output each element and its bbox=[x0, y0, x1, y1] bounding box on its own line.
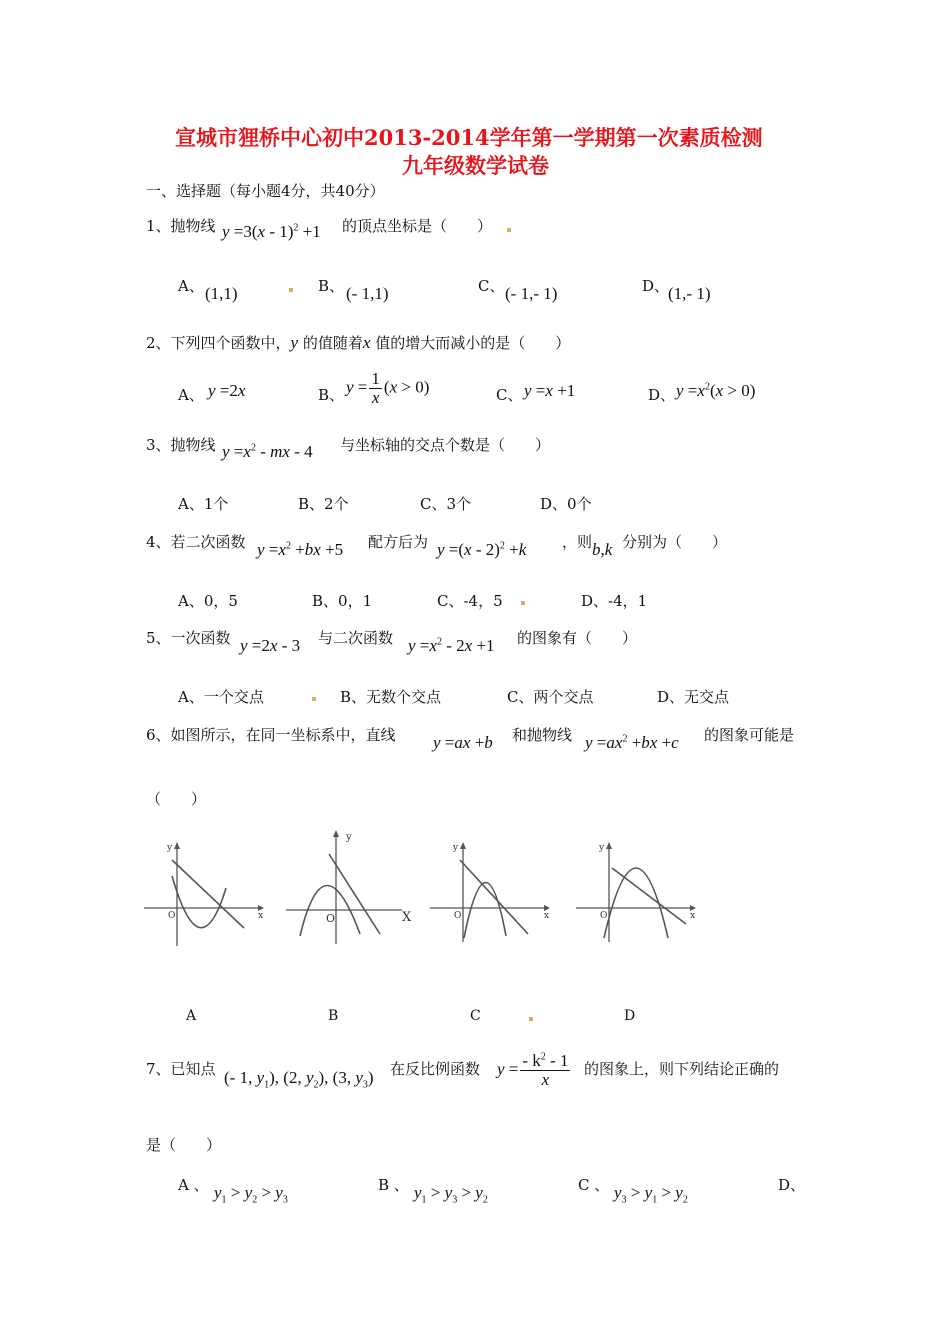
q1-option-d-label: D、 bbox=[642, 277, 670, 295]
q3-option-d: D、0个 bbox=[540, 495, 592, 513]
q6-graph-a bbox=[140, 838, 270, 948]
q6-formula2: $y =ax^2 +bx +c$ bbox=[585, 733, 679, 752]
svg-text:O: O bbox=[326, 912, 336, 925]
q4-then: ，则 bbox=[562, 533, 593, 551]
svg-text:X: X bbox=[402, 910, 412, 925]
q4-option-b: B、0，1 bbox=[312, 592, 373, 610]
svg-text:O: O bbox=[454, 911, 462, 921]
q2-option-c: y =x +1 bbox=[524, 381, 576, 400]
svg-text:y: y bbox=[599, 843, 605, 853]
q3-prefix: 3、抛物线 bbox=[146, 436, 216, 454]
q5-option-a: A、一个交点 bbox=[178, 688, 264, 706]
svg-text:x: x bbox=[690, 911, 696, 921]
q4-suffix: 分别为（ ） bbox=[622, 533, 728, 551]
q1-option-a-label: A、 bbox=[178, 277, 204, 295]
q6-label-c: C bbox=[470, 1008, 481, 1024]
q4-formula1: $y =x^2 +bx +5$ bbox=[257, 540, 344, 559]
q3-formula: $y =x^2$ - mx - 4 bbox=[222, 442, 313, 461]
q5-mid: 与二次函数 bbox=[318, 629, 394, 647]
q1-prefix: 1、抛物线 bbox=[146, 217, 216, 235]
exam-title-line2: 九年级数学试卷 bbox=[402, 153, 549, 178]
q7-option-c-label: C 、 bbox=[578, 1176, 610, 1194]
q6-suffix: 的图象可能是 bbox=[704, 726, 795, 744]
q3-option-b: B、2个 bbox=[298, 495, 349, 513]
q7-points: (- 1, $y_1$), (2, $y_2$), (3, $y_3$) bbox=[224, 1068, 374, 1091]
q7-option-b: $y_1 > y_3 > y_2$ bbox=[414, 1183, 488, 1206]
q7-option-c: $y_3 > y_1 > y_2$ bbox=[614, 1183, 688, 1206]
q5-formula1: y =2x - 3 bbox=[240, 636, 301, 655]
q7-formula: y = $\frac{- k^2 - 1}{x}$ bbox=[497, 1051, 569, 1089]
q4-option-a: A、0，5 bbox=[178, 592, 238, 610]
q2-option-d-label: D、 bbox=[648, 386, 676, 404]
q1-option-d: (1,- 1) bbox=[668, 284, 711, 303]
q6-label-a: A bbox=[186, 1008, 197, 1024]
q6-mid: 和抛物线 bbox=[512, 726, 573, 744]
q1-suffix: 的顶点坐标是（ ） bbox=[342, 217, 493, 235]
q2-option-b-label: B、 bbox=[318, 386, 345, 404]
q7-option-a-label: A 、 bbox=[178, 1176, 209, 1194]
q1-option-a: (1,1) bbox=[205, 284, 238, 303]
q5-option-d: D、无交点 bbox=[657, 688, 730, 706]
q3-option-c: C、3个 bbox=[420, 495, 472, 513]
q4-option-d: D、-4，1 bbox=[581, 592, 648, 610]
svg-text:x: x bbox=[258, 911, 264, 921]
q7-line2: 是（ ） bbox=[146, 1136, 222, 1154]
svg-text:y: y bbox=[346, 832, 352, 843]
q6-label-b: B bbox=[328, 1008, 339, 1024]
q7-option-b-label: B 、 bbox=[378, 1176, 409, 1194]
q2-option-b: y = $\frac{1}{x}$ (x > 0) bbox=[346, 369, 430, 407]
q6-paren: （ ） bbox=[146, 790, 207, 808]
q7-mid: 在反比例函数 bbox=[390, 1060, 481, 1078]
q7-option-d-label: D、 bbox=[778, 1176, 806, 1194]
q3-option-a: A、1个 bbox=[178, 495, 229, 513]
q6-formula1: y =ax +b bbox=[433, 733, 493, 752]
q4-bk: b,k bbox=[592, 540, 613, 559]
q3-suffix: 与坐标轴的交点个数是（ ） bbox=[340, 436, 551, 454]
q5-option-c: C、两个交点 bbox=[507, 688, 594, 706]
q1-option-b: (- 1,1) bbox=[346, 284, 389, 303]
svg-text:x: x bbox=[544, 911, 550, 921]
q4-formula2: y =(x - 2)$^2$ +k bbox=[437, 540, 527, 559]
q5-suffix: 的图象有（ ） bbox=[517, 629, 638, 647]
q1-option-b-label: B、 bbox=[318, 277, 345, 295]
q5-prefix: 5、一次函数 bbox=[146, 629, 231, 647]
q7-suffix: 的图象上，则下列结论正确的 bbox=[584, 1060, 780, 1078]
q6-prefix: 6、如图所示，在同一坐标系中，直线 bbox=[146, 726, 396, 744]
svg-text:y: y bbox=[167, 843, 173, 853]
q2-text: 2、下列四个函数中，y 的值随着x 值的增大而减小的是（ ） bbox=[146, 333, 571, 352]
q7-option-a: $y_1 > y_2 > y_3$ bbox=[214, 1183, 288, 1206]
q1-option-c-label: C、 bbox=[478, 277, 505, 295]
q4-option-c: C、-4，5 bbox=[437, 592, 503, 610]
q2-option-c-label: C、 bbox=[496, 386, 523, 404]
q2-option-a: y =2x bbox=[208, 381, 246, 400]
q2-option-a-label: A、 bbox=[178, 386, 204, 404]
svg-text:O: O bbox=[600, 911, 608, 921]
q1-option-c: (- 1,- 1) bbox=[505, 284, 558, 303]
q6-graph-c bbox=[426, 838, 556, 948]
q2-option-d: $y =x^2(x > 0)$ bbox=[676, 381, 756, 400]
section-heading: 一、选择题（每小题4分，共40分） bbox=[146, 182, 385, 200]
q5-formula2: $y =x^2 - 2x +1$ bbox=[408, 636, 495, 655]
q4-prefix: 4、若二次函数 bbox=[146, 533, 246, 551]
q6-graph-d bbox=[572, 838, 702, 948]
q7-prefix: 7、已知点 bbox=[146, 1060, 216, 1078]
q6-label-d: D bbox=[624, 1008, 636, 1024]
svg-text:O: O bbox=[168, 911, 176, 921]
q1-formula: y =3(x - 1)$^2$ +1 bbox=[222, 222, 321, 241]
svg-text:y: y bbox=[453, 843, 459, 853]
exam-title-line1: 宣城市狸桥中心初中2013-2014学年第一学期第一次素质检测 bbox=[175, 125, 763, 150]
q5-option-b: B、无数个交点 bbox=[340, 688, 442, 706]
q4-mid: 配方后为 bbox=[368, 533, 429, 551]
q6-graph-b bbox=[282, 826, 417, 946]
